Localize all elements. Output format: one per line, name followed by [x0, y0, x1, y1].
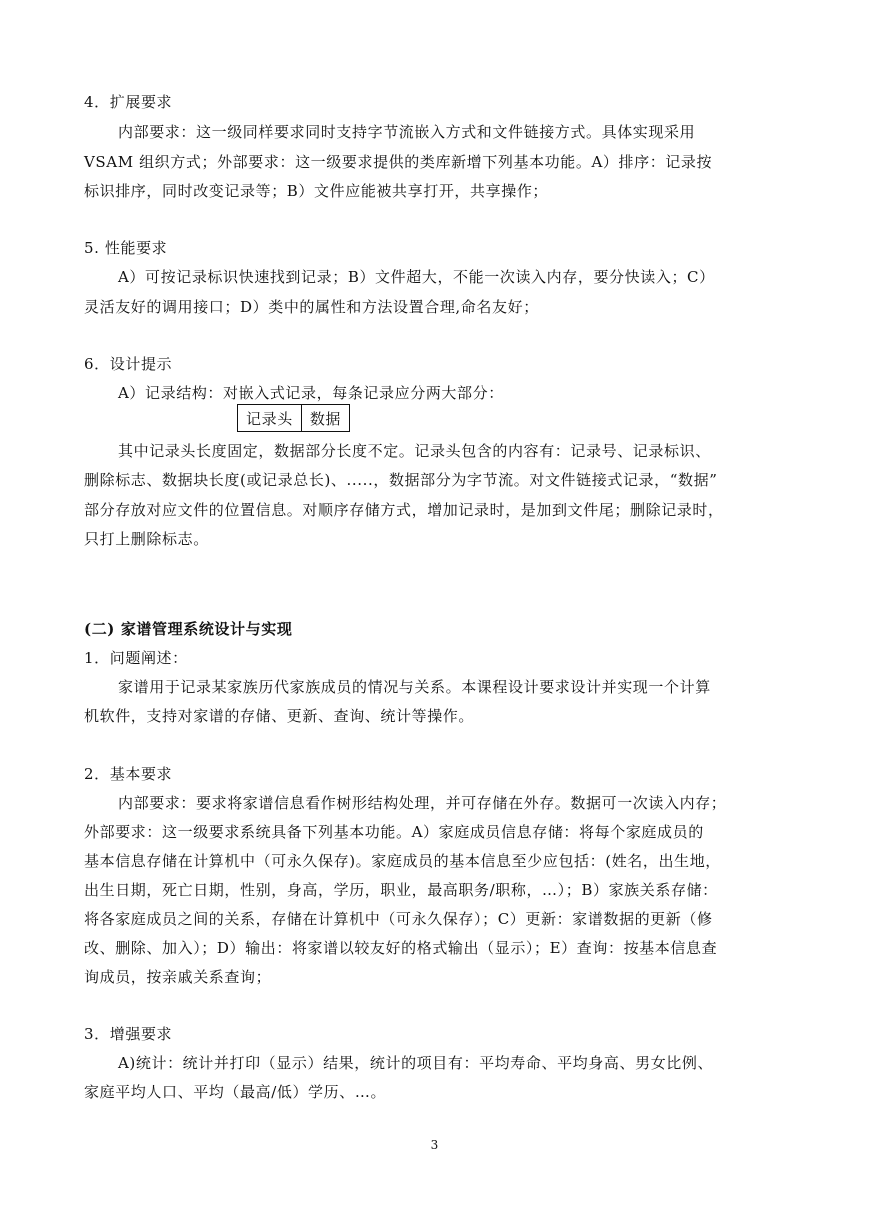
paragraph-line: 将各家庭成员之间的关系，存储在计算机中（可永久保存）；C）更新：家谱数据的更新（修 — [84, 910, 713, 928]
paragraph-line: VSAM 组织方式；外部要求：这一级要求提供的类库新增下列基本功能。A）排序：记录按 — [84, 153, 713, 171]
paragraph-line: 基本信息存储在计算机中（可永久保存)。家庭成员的基本信息至少应包括：(姓名，出生地， — [84, 852, 721, 870]
section-6-title: 6．设计提示 — [84, 355, 173, 373]
basic-requirements-title: 2．基本要求 — [84, 765, 173, 783]
page-number: 3 — [430, 1138, 439, 1152]
paragraph-line: 内部要求：要求将家谱信息看作树形结构处理，并可存储在外存。数据可一次读入内存； — [118, 794, 727, 812]
section-5-title: 5. 性能要求 — [84, 239, 168, 257]
table-cell-data: 数据 — [301, 405, 349, 432]
paragraph-line: 灵活友好的调用接口；D）类中的属性和方法设置合理,命名友好； — [84, 298, 539, 316]
paragraph-line: 部分存放对应文件的位置信息。对顺序存储方式，增加记录时，是加到文件尾；删除记录时， — [84, 501, 724, 519]
paragraph-line: 询成员，按亲戚关系查询； — [84, 968, 272, 986]
part-2-title: (二) 家谱管理系统设计与实现 — [84, 620, 293, 638]
table-cell-record-header: 记录头 — [238, 405, 302, 432]
paragraph-line: 其中记录头长度固定，数据部分长度不定。记录头包含的内容有：记录号、记录标识、 — [118, 442, 711, 460]
paragraph-line: 出生日期，死亡日期，性别，身高，学历，职业，最高职务/职称，…）；B）家族关系存储： — [84, 881, 718, 899]
section-4-title: 4．扩展要求 — [84, 93, 173, 111]
paragraph-line: 删除标志、数据块长度(或记录总长)、.....，数据部分为字节流。对文件链接式记录，“数据” — [84, 471, 718, 489]
paragraph-line: 只打上删除标志。 — [84, 530, 209, 548]
paragraph-line: A）可按记录标识快速找到记录；B）文件超大，不能一次读入内存，要分快读入；C） — [118, 268, 715, 286]
paragraph-line: 标识排序，同时改变记录等；B）文件应能被共享打开，共享操作； — [84, 182, 549, 200]
paragraph-line: 内部要求：这一级同样要求同时支持字节流嵌入方式和文件链接方式。具体实现采用 — [118, 123, 696, 141]
paragraph-line: 机软件，支持对家谱的存储、更新、查询、统计等操作。 — [84, 707, 475, 725]
paragraph-line: A)统计：统计并打印（显示）结果，统计的项目有：平均寿命、平均身高、男女比例、 — [118, 1054, 714, 1072]
paragraph-line: 改、删除、加入）；D）输出：将家谱以较友好的格式输出（显示）；E）查询：按基本信息查 — [84, 939, 718, 957]
record-structure-table — [237, 404, 350, 432]
paragraph-line: 家庭平均人口、平均（最高/低）学历、…。 — [84, 1083, 387, 1101]
paragraph-line: A）记录结构：对嵌入式记录，每条记录应分两大部分： — [118, 384, 504, 402]
problem-title: 1．问题阐述： — [84, 649, 188, 667]
paragraph-line: 外部要求：这一级要求系统具备下列基本功能。A）家庭成员信息存储：将每个家庭成员的 — [84, 823, 704, 841]
paragraph-line: 家谱用于记录某家族历代家族成员的情况与关系。本课程设计要求设计并实现一个计算 — [118, 678, 711, 696]
enhanced-requirements-title: 3．增强要求 — [84, 1025, 173, 1043]
